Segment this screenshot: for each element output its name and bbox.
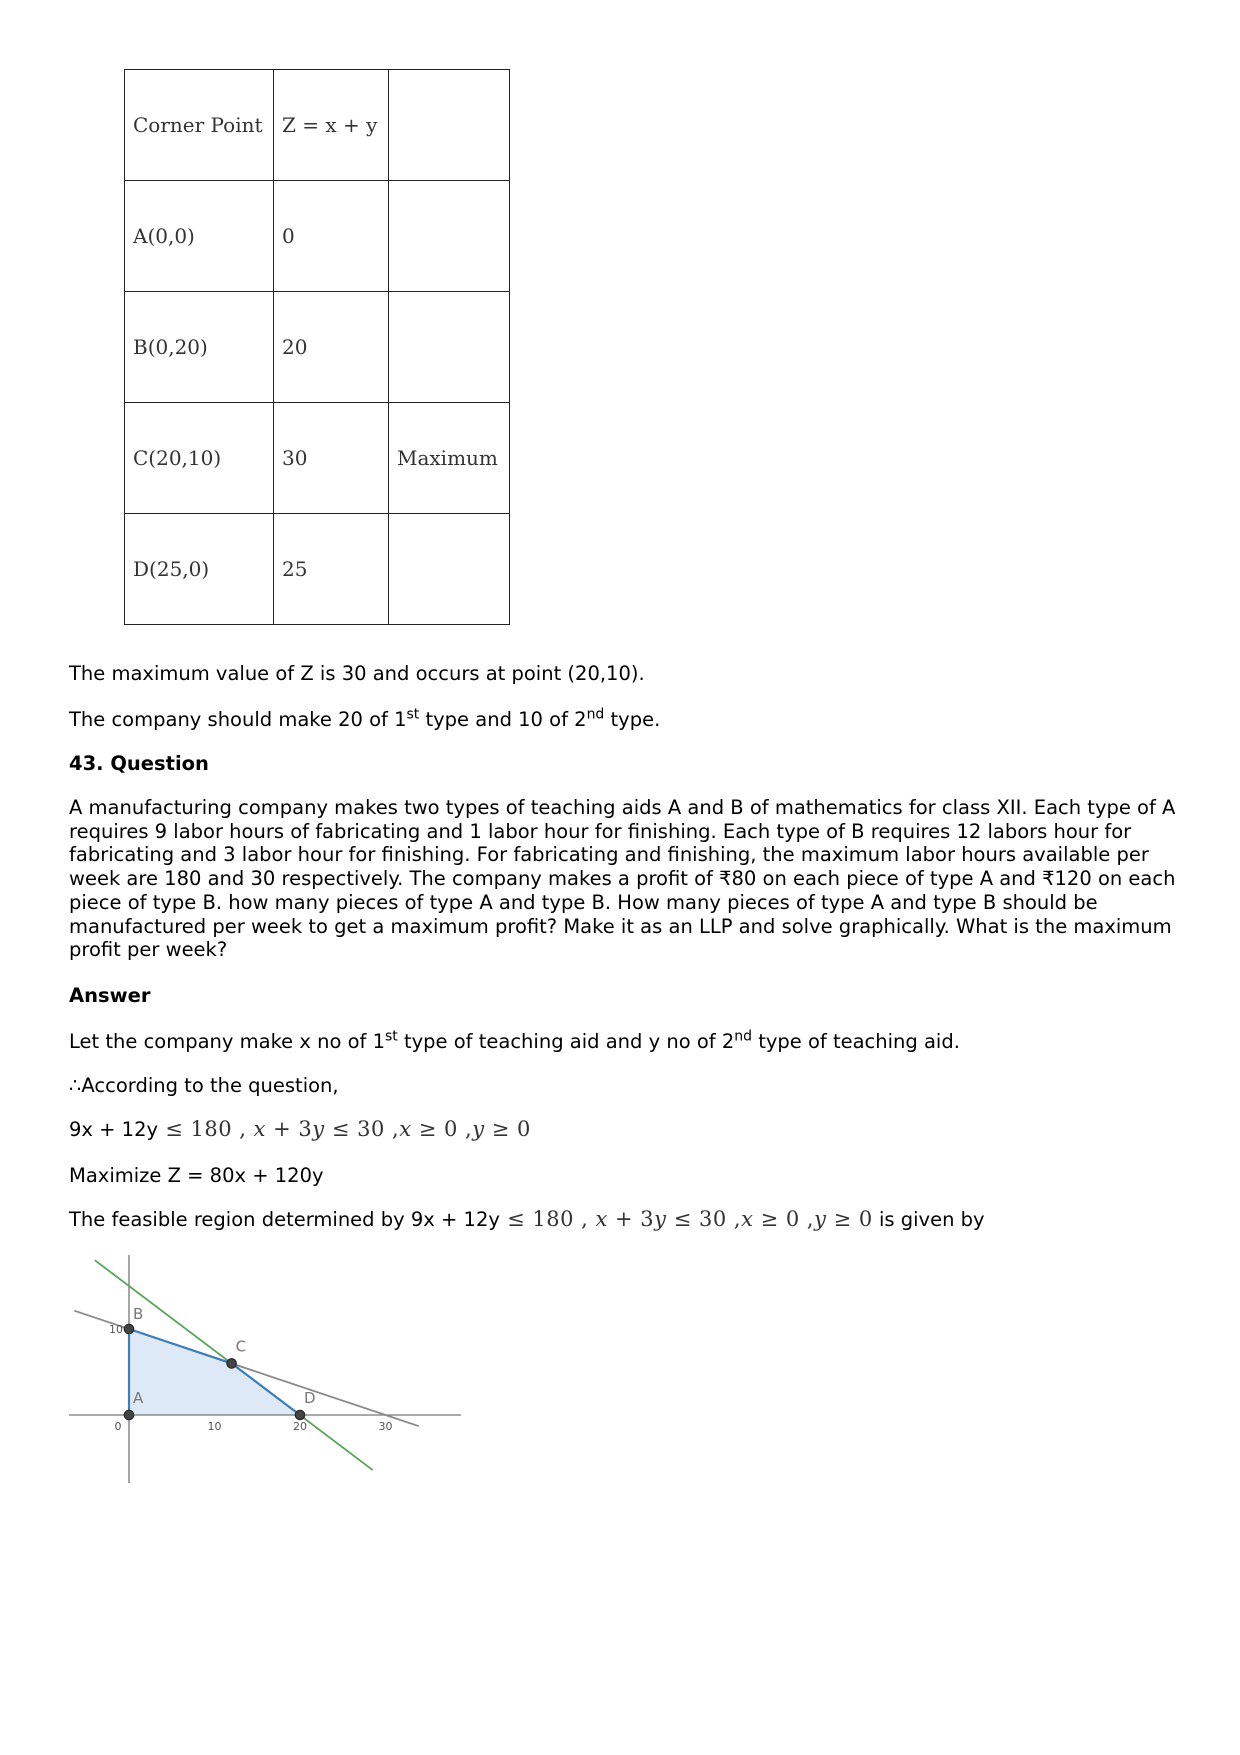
- table-row: [125, 514, 510, 625]
- superscript: nd: [734, 1028, 752, 1045]
- corner-point-marker: [295, 1410, 305, 1420]
- math-text: ≥ 0 ,: [411, 1117, 473, 1141]
- question-heading: 43. Question: [69, 752, 209, 775]
- superscript: st: [385, 1028, 398, 1045]
- table-cell: [389, 70, 510, 181]
- table-cell: Maximum: [389, 403, 510, 514]
- x-tick-label: 20: [293, 1420, 307, 1433]
- math-text: ≥ 0 ,: [753, 1207, 815, 1231]
- corner-point-label: B: [133, 1305, 144, 1323]
- text: The company should make 20 of 1: [69, 708, 407, 731]
- math-text: + 3: [607, 1207, 655, 1231]
- text: type and 10 of 2: [419, 708, 587, 731]
- math-text: ≥ 0: [826, 1207, 873, 1231]
- text: type of teaching aid and y no of 2: [397, 1030, 735, 1053]
- company-make-line: [69, 708, 1179, 732]
- table-cell: 20: [274, 292, 389, 403]
- table-cell: Z = x + y: [274, 70, 389, 181]
- table-cell: C(20,10): [125, 403, 274, 514]
- math-var: y: [654, 1207, 667, 1231]
- text: 9x + 12y: [69, 1118, 159, 1141]
- math-text: ≤ 30 ,: [324, 1117, 400, 1141]
- text: The feasible region determined by 9x + 12y: [69, 1208, 500, 1231]
- corner-point-marker: [227, 1359, 237, 1369]
- text: type.: [604, 708, 661, 731]
- maximize-line: Maximize Z = 80x + 120y: [69, 1164, 324, 1187]
- y-tick-label: 10: [109, 1323, 123, 1336]
- according-line: ∴According to the question,: [69, 1074, 339, 1097]
- answer-heading: Answer: [69, 984, 151, 1007]
- math-text: ≥ 0: [484, 1117, 531, 1141]
- constraint-math: [158, 1117, 531, 1141]
- feasible-region: [129, 1329, 300, 1415]
- math-text: ≤ 30 ,: [666, 1207, 742, 1231]
- math-var: y: [814, 1207, 827, 1231]
- math-var: x: [253, 1117, 266, 1141]
- table-cell: [389, 181, 510, 292]
- x-tick-label: 30: [378, 1420, 393, 1433]
- question-text: A manufacturing company makes two types of teaching aids A and B of mathematics for class XII. Each type of A requires 9 labor hours of fabricating and 1 labor hour for finishing. Each type of B requires 12 labors hour for fabricating and 3 labor hour for finishing. For fabricating and finishing, the maximum labor hours available per week are 180 and 30 respectively. The company makes a profit of ₹80 on each piece of type A and ₹120 on each piece of type B. how many pieces of type A and type B. How many pieces of type A and type B should be manufactured per week to get a maximum profit? Make it as an LLP and solve graphically. What is the maximum profit per week?: [69, 796, 1176, 962]
- table-row: [125, 70, 510, 181]
- corner-point-marker: [124, 1324, 134, 1334]
- math-text: ≤ 180 ,: [507, 1207, 589, 1231]
- math-text: ≤ 180 ,: [165, 1117, 247, 1141]
- text: Let the company make x no of 1: [69, 1030, 385, 1053]
- x-tick-label: 10: [207, 1420, 222, 1433]
- feasible-region-graph: [69, 1255, 461, 1483]
- math-var: x: [741, 1207, 754, 1231]
- table-cell: [389, 514, 510, 625]
- table-cell: D(25,0): [125, 514, 274, 625]
- constraint-math: [500, 1207, 873, 1231]
- table-row: [125, 181, 510, 292]
- table-cell: A(0,0): [125, 181, 274, 292]
- table-row: [125, 403, 510, 514]
- corner-point-table: [124, 69, 510, 625]
- table-cell: [389, 292, 510, 403]
- corner-point-label: C: [235, 1337, 247, 1356]
- corner-point-label: A: [133, 1389, 144, 1407]
- text: type of teaching aid.: [752, 1030, 960, 1053]
- math-text: + 3: [265, 1117, 313, 1141]
- math-var: y: [312, 1117, 325, 1141]
- superscript: nd: [586, 706, 605, 723]
- table-cell: Corner Point: [125, 70, 274, 181]
- math-var: x: [595, 1207, 608, 1231]
- table-cell: 30: [274, 403, 389, 514]
- corner-point-marker: [124, 1410, 134, 1420]
- text: is given by: [872, 1208, 985, 1231]
- table-cell: 25: [274, 514, 389, 625]
- feasible-line: [69, 1208, 1179, 1232]
- table-cell: 0: [274, 181, 389, 292]
- superscript: st: [406, 706, 420, 723]
- x-tick-label: 0: [114, 1420, 122, 1433]
- math-var: y: [472, 1117, 485, 1141]
- table-row: [125, 292, 510, 403]
- math-var: x: [399, 1117, 412, 1141]
- max-value-line: The maximum value of Z is 30 and occurs at point (20,10).: [69, 662, 645, 685]
- table-cell: B(0,20): [125, 292, 274, 403]
- corner-point-label: D: [304, 1389, 316, 1407]
- let-line: [69, 1030, 1179, 1054]
- constraint-line: [69, 1118, 1179, 1142]
